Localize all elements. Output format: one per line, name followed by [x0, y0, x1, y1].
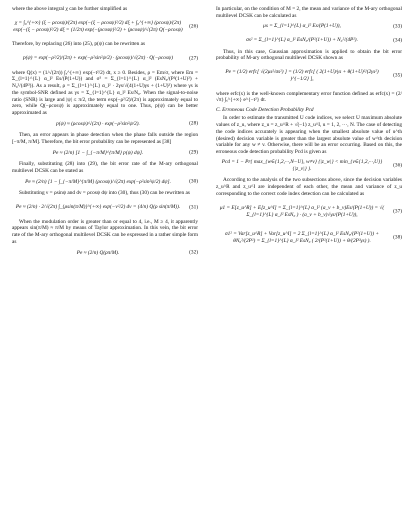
equation-38 — [216, 226, 402, 250]
equation-body: χ = ∫₀^{+∞} (ξ − ρcosψ)/(2π) exp(−(ξ − ρcosψ)²/2) dξ + ∫₀^{+∞} (ρcosψ)/(2π) exp(−(ξ − ρcosψ)²/2) dξ = (1/2π) exp(−(ρcosψ)²/2) + (ρcosψ)/√(2π) Q(−ρcosψ) — [13, 19, 183, 33]
paragraph: Then, an error appears in phase detection when the phase falls outside the region [−π/M, π/M]. Therefore, the bit error probability can be represented as [38] — [12, 132, 198, 146]
equation-number: (27) — [189, 55, 198, 62]
equation-34 — [216, 35, 402, 46]
equation-body: Pcd = 1 − Pr{ max_{w∈{1,2,···,N−U}, w≠v} {|z_w|} < min_{v∈{1,2,···,U}} {|z_v|} }. — [221, 159, 383, 173]
equation-number: (35) — [393, 72, 402, 79]
paragraph: Finally, substituting (28) into (29), the bit error rate of the M-ary orthogonal multilevel DCSK can be stated as — [12, 161, 198, 175]
equation-37 — [216, 200, 402, 224]
equation-number: (37) — [393, 208, 402, 215]
paragraph: where erfc(x) is the well-known complementary error function defined as erfc(x) = (2/√π) ∫ₓ^{+∞} e^{−t²} dt. — [216, 90, 402, 104]
equation-number: (33) — [393, 23, 402, 30]
equation-33 — [216, 22, 402, 33]
equation-number: (32) — [189, 249, 198, 256]
equation-31 — [12, 199, 198, 216]
equation-32 — [12, 248, 198, 259]
equation-body: p(ψ) ≈ (ρcosψ)/√(2π) · exp(−ρ²sin²ψ/2). — [56, 120, 140, 127]
paragraph: In order to estimate the transmitted U code indices, we select U maximum absolute values of z_u, where z_u = z_u^R + √(−1) z_u^I, u = 1, 2, ···, N. The case of detecting the code indices accurately is appearing when the smallest absolute value of u^th (desired) decision variable is greater than the largest absolute value of w^th decision variable for any w ≠ v. Otherwise, there will be an error occurring. Based on this, the erroneous code detection probability Pcd is given as — [216, 115, 402, 156]
equation-29 — [12, 148, 198, 159]
equation-body: p(ψ) = exp(−ρ²/2)/(2π) + exp(−ρ²sin²ψ/2) · (ρcosψ)/√(2π) · Q(−ρcosψ) — [22, 54, 174, 61]
equation-body: Pe = (1/2) erfc[ √(2μs²/σs²) ] = (1/2) erfc[ ( 2(1+U)/γs + θ(1+U)²/(2γs²) )^{−1/2} ], — [225, 68, 379, 83]
equation-30 — [12, 177, 198, 188]
equation-body: σ1² = Var[z_u^R] + Var[z_u^I] = 2 Σ_{l=1}^{L} α_l² EsN₀/(P²(1+U)) + θN₀²/(2P²) = Σ_{l=1}^{L} α_l² EsN₀ ( 2/(P²(1+U)) + θ/(2P²γs) ). — [225, 231, 379, 245]
equation-number: (28) — [189, 121, 198, 128]
paragraph: According to the analysis of the two subsections above, since the decision variables z_u^R and z_u^I are independent of each other, the mean and variance of z_u corresponding to the correct code index detection can be calculated as — [216, 177, 402, 197]
equation-35 — [216, 64, 402, 88]
equation-28 — [12, 119, 198, 130]
paragraph: where the above integral χ can be further simplified as — [12, 6, 128, 12]
equation-body: σs² = Σ_{l=1}^{L} α_l² EsN₀/(P²(1+U)) + N₀²/(4P²). — [246, 36, 358, 43]
equation-number: (29) — [189, 150, 198, 157]
equation-body: μs = Σ_{l=1}^{L} α_l² Es/(P(1+U)), — [263, 23, 341, 30]
paragraph: Thus, in this case, Gaussian approximation is applied to obtain the bit error probability of M-ary orthogonal multilevel DCSK shown as — [216, 48, 402, 62]
equation-body: Pe ≈ (2/n) [1 − ∫_{−π/M}^{π/M} (ρcosψ)/√(2π) exp(−ρ²sin²ψ/2) dψ]. — [25, 178, 171, 185]
equation-body: Pe ≈ (2/n) Q(ρπ/M). — [76, 249, 120, 256]
equation-36 — [216, 158, 402, 175]
equation-body: μ1 = E[z_u^R] + E[z_u^I] = Σ_{l=1}^{L} α_l² (a_v + b_v)Es/(P(1+U)) = √( Σ_{l=1}^{L} α_l² EsN₀ ) · (a_v + b_v)√γs/(P(1+U)), — [219, 204, 385, 218]
section-heading: C. Erroneous Code Detection Probability Pcd — [216, 106, 314, 113]
paragraph: Therefore, by replacing (26) into (25), p(ψ) can be rewritten as — [12, 41, 146, 48]
paragraph: When the modulation order is greater than or equal to 4, i.e., M ≥ 4, it apparently appears sin(π/M) ≈ π/M by means of Taylor approximation. In this vein, the bit error rate of the M-ary orthogonal multilevel DCSK can be expressed in a rather simple form as — [12, 218, 198, 246]
equation-number: (38) — [393, 234, 402, 241]
equation-26 — [12, 15, 198, 39]
equation-body: Pe ≈ (2/n) · 2/√(2π) ∫_{ρsin(π/M)}^{+∞} exp(−ν²/2) dν = (4/n) Q(ρ sin(π/M)). — [15, 204, 181, 211]
equation-number: (36) — [393, 163, 402, 170]
left-column — [12, 6, 198, 518]
equation-number: (26) — [189, 23, 198, 30]
equation-27 — [12, 50, 198, 67]
paragraph: Substituting ν = ρsinψ and dν = ρcosψ dψ into (30), thus (30) can be rewritten as — [19, 190, 190, 197]
equation-number: (31) — [189, 204, 198, 211]
paragraph: In particular, on the condition of M = 2, the mean and variance of the M-ary orthogonal multilevel DCSK can be calculated as — [216, 6, 402, 19]
equation-body: Pe ≈ (2/n) [1 − ∫_{−π/M}^{π/M} p(ψ) dψ]. — [52, 149, 144, 156]
equation-number: (30) — [189, 179, 198, 186]
paragraph: where Q(x) = (1/√(2π)) ∫ₓ^{+∞} exp(−t²/2) dt, x ≥ 0. Besides, ρ = Em/σ, where Em = Σ_{l=1}^{L} α_l² Es/(P(1+U)) and σ² = Σ_{l=1}^{L} α_l² (EsN₀/(P²(1+U)²) + N₀²/(4P²)). As a result, ρ = Σ_{l=1}^{L} α_l² · 2γs/√(4(1+U)γs + (1+U)²) where γs is the symbol-SNR defined as γs = Σ_{l=1}^{L} α_l² Es/N₀. When the signal-to-noise ratio (SNR) is large and |ψ| ≤ π/2, the term exp(−ρ²/2)/(2π) is approximately equal to zero, while Q(−ρcosψ) is approximately equal to one. Thus, p(ψ) can be better approximated as — [12, 69, 198, 117]
equation-number: (34) — [393, 37, 402, 44]
right-column — [216, 6, 402, 518]
